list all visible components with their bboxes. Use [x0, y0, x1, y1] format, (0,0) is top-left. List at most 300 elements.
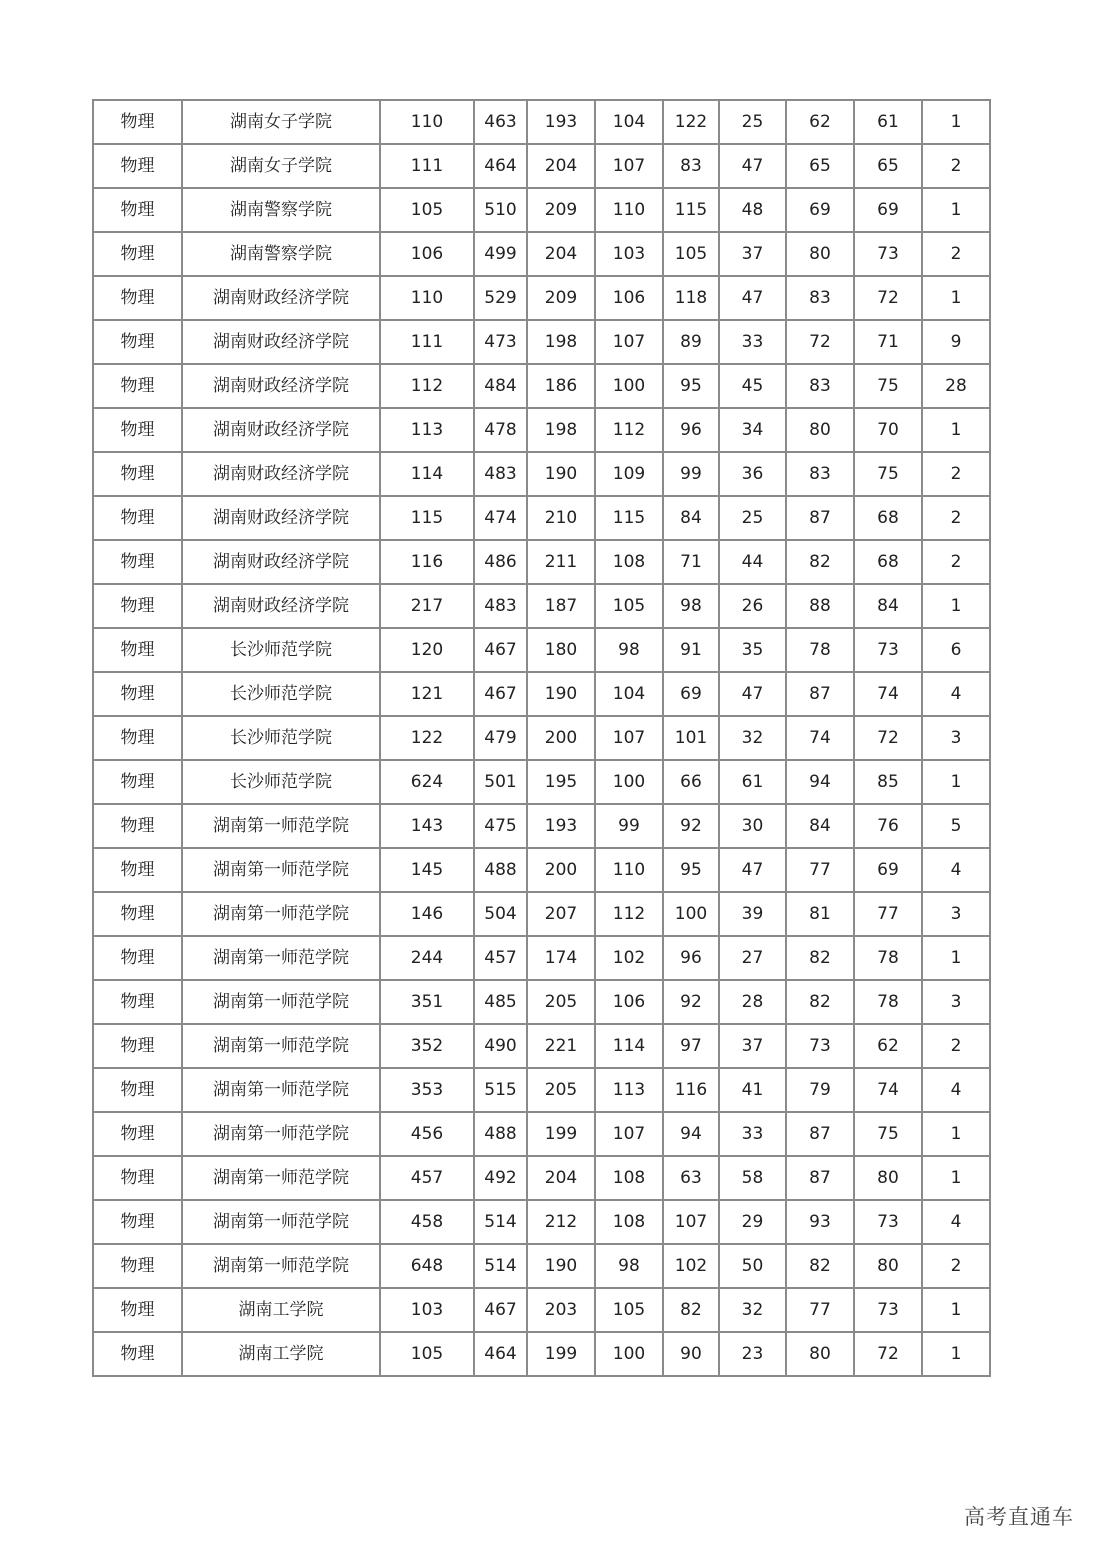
- code-cell: 146: [380, 892, 474, 936]
- school-name-cell: 湖南女子学院: [182, 144, 380, 188]
- value-cell: 34: [719, 408, 786, 452]
- table-row: [93, 628, 990, 672]
- count-cell: 3: [922, 892, 990, 936]
- score-cell: 478: [474, 408, 527, 452]
- value-cell: 66: [663, 760, 719, 804]
- value-cell: 122: [663, 100, 719, 144]
- value-cell: 90: [663, 1332, 719, 1376]
- code-cell: 352: [380, 1024, 474, 1068]
- value-cell: 62: [854, 1024, 922, 1068]
- code-cell: 456: [380, 1112, 474, 1156]
- value-cell: 28: [719, 980, 786, 1024]
- value-cell: 193: [527, 100, 595, 144]
- value-cell: 105: [663, 232, 719, 276]
- value-cell: 87: [786, 1112, 854, 1156]
- count-cell: 6: [922, 628, 990, 672]
- value-cell: 199: [527, 1332, 595, 1376]
- value-cell: 69: [786, 188, 854, 232]
- count-cell: 2: [922, 452, 990, 496]
- subject-cell: 物理: [93, 1068, 182, 1112]
- value-cell: 80: [854, 1244, 922, 1288]
- score-table: [92, 99, 991, 1377]
- value-cell: 95: [663, 848, 719, 892]
- code-cell: 122: [380, 716, 474, 760]
- table-row: [93, 848, 990, 892]
- school-name-cell: 湖南警察学院: [182, 188, 380, 232]
- value-cell: 91: [663, 628, 719, 672]
- value-cell: 83: [663, 144, 719, 188]
- value-cell: 73: [786, 1024, 854, 1068]
- subject-cell: 物理: [93, 496, 182, 540]
- value-cell: 115: [663, 188, 719, 232]
- count-cell: 3: [922, 716, 990, 760]
- count-cell: 2: [922, 1024, 990, 1068]
- value-cell: 48: [719, 188, 786, 232]
- value-cell: 114: [595, 1024, 663, 1068]
- subject-cell: 物理: [93, 276, 182, 320]
- code-cell: 110: [380, 276, 474, 320]
- score-cell: 474: [474, 496, 527, 540]
- value-cell: 78: [854, 980, 922, 1024]
- school-name-cell: 长沙师范学院: [182, 672, 380, 716]
- table-row: [93, 1332, 990, 1376]
- code-cell: 145: [380, 848, 474, 892]
- code-cell: 112: [380, 364, 474, 408]
- table-row: [93, 1068, 990, 1112]
- table-row: [93, 452, 990, 496]
- value-cell: 74: [786, 716, 854, 760]
- value-cell: 23: [719, 1332, 786, 1376]
- count-cell: 1: [922, 188, 990, 232]
- count-cell: 1: [922, 1156, 990, 1200]
- school-name-cell: 湖南财政经济学院: [182, 364, 380, 408]
- value-cell: 204: [527, 1156, 595, 1200]
- value-cell: 210: [527, 496, 595, 540]
- value-cell: 82: [663, 1288, 719, 1332]
- school-name-cell: 湖南财政经济学院: [182, 496, 380, 540]
- code-cell: 121: [380, 672, 474, 716]
- value-cell: 87: [786, 496, 854, 540]
- score-cell: 510: [474, 188, 527, 232]
- count-cell: 9: [922, 320, 990, 364]
- value-cell: 76: [854, 804, 922, 848]
- code-cell: 648: [380, 1244, 474, 1288]
- value-cell: 104: [595, 672, 663, 716]
- value-cell: 190: [527, 452, 595, 496]
- value-cell: 84: [663, 496, 719, 540]
- value-cell: 180: [527, 628, 595, 672]
- subject-cell: 物理: [93, 364, 182, 408]
- value-cell: 29: [719, 1200, 786, 1244]
- value-cell: 95: [663, 364, 719, 408]
- value-cell: 112: [595, 408, 663, 452]
- value-cell: 113: [595, 1068, 663, 1112]
- subject-cell: 物理: [93, 452, 182, 496]
- value-cell: 35: [719, 628, 786, 672]
- value-cell: 200: [527, 848, 595, 892]
- count-cell: 5: [922, 804, 990, 848]
- table-row: [93, 672, 990, 716]
- value-cell: 25: [719, 100, 786, 144]
- school-name-cell: 长沙师范学院: [182, 716, 380, 760]
- table-row: [93, 364, 990, 408]
- count-cell: 1: [922, 1332, 990, 1376]
- value-cell: 62: [786, 100, 854, 144]
- value-cell: 221: [527, 1024, 595, 1068]
- code-cell: 458: [380, 1200, 474, 1244]
- table-row: [93, 1024, 990, 1068]
- subject-cell: 物理: [93, 628, 182, 672]
- subject-cell: 物理: [93, 892, 182, 936]
- code-cell: 105: [380, 188, 474, 232]
- value-cell: 68: [854, 540, 922, 584]
- subject-cell: 物理: [93, 100, 182, 144]
- value-cell: 103: [595, 232, 663, 276]
- value-cell: 81: [786, 892, 854, 936]
- value-cell: 73: [854, 1200, 922, 1244]
- value-cell: 195: [527, 760, 595, 804]
- value-cell: 80: [854, 1156, 922, 1200]
- value-cell: 83: [786, 364, 854, 408]
- count-cell: 1: [922, 1112, 990, 1156]
- value-cell: 33: [719, 320, 786, 364]
- value-cell: 107: [595, 320, 663, 364]
- value-cell: 198: [527, 408, 595, 452]
- subject-cell: 物理: [93, 320, 182, 364]
- school-name-cell: 湖南第一师范学院: [182, 936, 380, 980]
- subject-cell: 物理: [93, 1288, 182, 1332]
- count-cell: 1: [922, 760, 990, 804]
- value-cell: 37: [719, 232, 786, 276]
- value-cell: 205: [527, 980, 595, 1024]
- count-cell: 28: [922, 364, 990, 408]
- code-cell: 113: [380, 408, 474, 452]
- table-row: [93, 1288, 990, 1332]
- count-cell: 4: [922, 848, 990, 892]
- value-cell: 74: [854, 1068, 922, 1112]
- subject-cell: 物理: [93, 1112, 182, 1156]
- value-cell: 187: [527, 584, 595, 628]
- value-cell: 50: [719, 1244, 786, 1288]
- school-name-cell: 湖南第一师范学院: [182, 892, 380, 936]
- value-cell: 78: [786, 628, 854, 672]
- value-cell: 83: [786, 452, 854, 496]
- value-cell: 80: [786, 408, 854, 452]
- value-cell: 108: [595, 1200, 663, 1244]
- score-cell: 483: [474, 452, 527, 496]
- code-cell: 217: [380, 584, 474, 628]
- value-cell: 92: [663, 804, 719, 848]
- value-cell: 72: [786, 320, 854, 364]
- score-cell: 504: [474, 892, 527, 936]
- subject-cell: 物理: [93, 1244, 182, 1288]
- value-cell: 200: [527, 716, 595, 760]
- code-cell: 115: [380, 496, 474, 540]
- value-cell: 73: [854, 1288, 922, 1332]
- subject-cell: 物理: [93, 936, 182, 980]
- value-cell: 99: [663, 452, 719, 496]
- value-cell: 116: [663, 1068, 719, 1112]
- code-cell: 351: [380, 980, 474, 1024]
- value-cell: 84: [854, 584, 922, 628]
- school-name-cell: 湖南第一师范学院: [182, 1244, 380, 1288]
- subject-cell: 物理: [93, 144, 182, 188]
- value-cell: 79: [786, 1068, 854, 1112]
- value-cell: 204: [527, 232, 595, 276]
- value-cell: 70: [854, 408, 922, 452]
- value-cell: 80: [786, 232, 854, 276]
- value-cell: 63: [663, 1156, 719, 1200]
- score-cell: 475: [474, 804, 527, 848]
- table-row: [93, 496, 990, 540]
- score-cell: 501: [474, 760, 527, 804]
- count-cell: 2: [922, 144, 990, 188]
- code-cell: 143: [380, 804, 474, 848]
- school-name-cell: 湖南工学院: [182, 1288, 380, 1332]
- value-cell: 93: [786, 1200, 854, 1244]
- subject-cell: 物理: [93, 1332, 182, 1376]
- value-cell: 101: [663, 716, 719, 760]
- school-name-cell: 湖南第一师范学院: [182, 1200, 380, 1244]
- table-row: [93, 584, 990, 628]
- value-cell: 69: [854, 188, 922, 232]
- count-cell: 2: [922, 496, 990, 540]
- value-cell: 77: [786, 1288, 854, 1332]
- score-cell: 484: [474, 364, 527, 408]
- score-cell: 464: [474, 144, 527, 188]
- code-cell: 111: [380, 144, 474, 188]
- count-cell: 2: [922, 1244, 990, 1288]
- table-row: [93, 980, 990, 1024]
- score-cell: 514: [474, 1244, 527, 1288]
- score-cell: 486: [474, 540, 527, 584]
- table-row: [93, 320, 990, 364]
- value-cell: 45: [719, 364, 786, 408]
- school-name-cell: 湖南第一师范学院: [182, 1068, 380, 1112]
- score-cell: 485: [474, 980, 527, 1024]
- score-cell: 490: [474, 1024, 527, 1068]
- code-cell: 457: [380, 1156, 474, 1200]
- code-cell: 110: [380, 100, 474, 144]
- value-cell: 105: [595, 584, 663, 628]
- value-cell: 36: [719, 452, 786, 496]
- score-cell: 479: [474, 716, 527, 760]
- value-cell: 77: [854, 892, 922, 936]
- value-cell: 100: [595, 760, 663, 804]
- value-cell: 25: [719, 496, 786, 540]
- value-cell: 68: [854, 496, 922, 540]
- value-cell: 71: [854, 320, 922, 364]
- table-row: [93, 716, 990, 760]
- value-cell: 105: [595, 1288, 663, 1332]
- value-cell: 104: [595, 100, 663, 144]
- value-cell: 204: [527, 144, 595, 188]
- value-cell: 74: [854, 672, 922, 716]
- count-cell: 4: [922, 672, 990, 716]
- value-cell: 88: [786, 584, 854, 628]
- table-row: [93, 408, 990, 452]
- value-cell: 209: [527, 276, 595, 320]
- watermark-text: 高考直通车: [964, 1505, 1074, 1529]
- table-row: [93, 1156, 990, 1200]
- value-cell: 87: [786, 1156, 854, 1200]
- value-cell: 82: [786, 1244, 854, 1288]
- school-name-cell: 湖南第一师范学院: [182, 1112, 380, 1156]
- value-cell: 61: [854, 100, 922, 144]
- count-cell: 2: [922, 232, 990, 276]
- value-cell: 107: [595, 1112, 663, 1156]
- value-cell: 47: [719, 144, 786, 188]
- school-name-cell: 湖南财政经济学院: [182, 584, 380, 628]
- value-cell: 211: [527, 540, 595, 584]
- code-cell: 111: [380, 320, 474, 364]
- value-cell: 94: [663, 1112, 719, 1156]
- value-cell: 26: [719, 584, 786, 628]
- value-cell: 100: [595, 364, 663, 408]
- value-cell: 44: [719, 540, 786, 584]
- score-cell: 467: [474, 672, 527, 716]
- subject-cell: 物理: [93, 540, 182, 584]
- value-cell: 32: [719, 1288, 786, 1332]
- value-cell: 115: [595, 496, 663, 540]
- score-cell: 463: [474, 100, 527, 144]
- count-cell: 2: [922, 540, 990, 584]
- school-name-cell: 长沙师范学院: [182, 760, 380, 804]
- value-cell: 71: [663, 540, 719, 584]
- value-cell: 100: [595, 1332, 663, 1376]
- value-cell: 75: [854, 1112, 922, 1156]
- value-cell: 118: [663, 276, 719, 320]
- value-cell: 174: [527, 936, 595, 980]
- count-cell: 1: [922, 1288, 990, 1332]
- value-cell: 108: [595, 1156, 663, 1200]
- code-cell: 244: [380, 936, 474, 980]
- score-cell: 499: [474, 232, 527, 276]
- value-cell: 107: [595, 144, 663, 188]
- subject-cell: 物理: [93, 1156, 182, 1200]
- school-name-cell: 湖南第一师范学院: [182, 980, 380, 1024]
- table-row: [93, 1112, 990, 1156]
- score-cell: 514: [474, 1200, 527, 1244]
- count-cell: 1: [922, 276, 990, 320]
- table-row: [93, 540, 990, 584]
- value-cell: 58: [719, 1156, 786, 1200]
- value-cell: 102: [595, 936, 663, 980]
- value-cell: 102: [663, 1244, 719, 1288]
- code-cell: 106: [380, 232, 474, 276]
- score-cell: 473: [474, 320, 527, 364]
- school-name-cell: 湖南第一师范学院: [182, 1156, 380, 1200]
- value-cell: 65: [786, 144, 854, 188]
- school-name-cell: 湖南财政经济学院: [182, 276, 380, 320]
- score-cell: 467: [474, 628, 527, 672]
- school-name-cell: 湖南第一师范学院: [182, 848, 380, 892]
- value-cell: 98: [663, 584, 719, 628]
- school-name-cell: 湖南第一师范学院: [182, 804, 380, 848]
- code-cell: 103: [380, 1288, 474, 1332]
- value-cell: 87: [786, 672, 854, 716]
- value-cell: 97: [663, 1024, 719, 1068]
- table-row: [93, 1244, 990, 1288]
- subject-cell: 物理: [93, 584, 182, 628]
- value-cell: 203: [527, 1288, 595, 1332]
- value-cell: 77: [786, 848, 854, 892]
- value-cell: 82: [786, 540, 854, 584]
- value-cell: 205: [527, 1068, 595, 1112]
- value-cell: 78: [854, 936, 922, 980]
- value-cell: 33: [719, 1112, 786, 1156]
- value-cell: 89: [663, 320, 719, 364]
- count-cell: 1: [922, 936, 990, 980]
- code-cell: 353: [380, 1068, 474, 1112]
- school-name-cell: 湖南女子学院: [182, 100, 380, 144]
- value-cell: 212: [527, 1200, 595, 1244]
- value-cell: 72: [854, 276, 922, 320]
- subject-cell: 物理: [93, 848, 182, 892]
- value-cell: 98: [595, 628, 663, 672]
- value-cell: 98: [595, 1244, 663, 1288]
- score-cell: 464: [474, 1332, 527, 1376]
- code-cell: 120: [380, 628, 474, 672]
- value-cell: 193: [527, 804, 595, 848]
- subject-cell: 物理: [93, 716, 182, 760]
- score-cell: 483: [474, 584, 527, 628]
- value-cell: 75: [854, 452, 922, 496]
- school-name-cell: 湖南财政经济学院: [182, 408, 380, 452]
- value-cell: 82: [786, 936, 854, 980]
- value-cell: 47: [719, 672, 786, 716]
- school-name-cell: 湖南警察学院: [182, 232, 380, 276]
- count-cell: 4: [922, 1200, 990, 1244]
- table-row: [93, 892, 990, 936]
- value-cell: 106: [595, 980, 663, 1024]
- value-cell: 73: [854, 232, 922, 276]
- value-cell: 83: [786, 276, 854, 320]
- value-cell: 72: [854, 1332, 922, 1376]
- table-body: [93, 100, 990, 1376]
- value-cell: 73: [854, 628, 922, 672]
- table-row: [93, 1200, 990, 1244]
- table-row: [93, 100, 990, 144]
- subject-cell: 物理: [93, 804, 182, 848]
- value-cell: 92: [663, 980, 719, 1024]
- school-name-cell: 湖南财政经济学院: [182, 320, 380, 364]
- table-row: [93, 276, 990, 320]
- value-cell: 96: [663, 936, 719, 980]
- subject-cell: 物理: [93, 1200, 182, 1244]
- score-cell: 488: [474, 848, 527, 892]
- value-cell: 80: [786, 1332, 854, 1376]
- school-name-cell: 湖南财政经济学院: [182, 540, 380, 584]
- school-name-cell: 湖南第一师范学院: [182, 1024, 380, 1068]
- table-row: [93, 232, 990, 276]
- subject-cell: 物理: [93, 1024, 182, 1068]
- subject-cell: 物理: [93, 232, 182, 276]
- value-cell: 61: [719, 760, 786, 804]
- count-cell: 3: [922, 980, 990, 1024]
- value-cell: 94: [786, 760, 854, 804]
- value-cell: 47: [719, 276, 786, 320]
- subject-cell: 物理: [93, 760, 182, 804]
- subject-cell: 物理: [93, 980, 182, 1024]
- value-cell: 100: [663, 892, 719, 936]
- value-cell: 199: [527, 1112, 595, 1156]
- count-cell: 1: [922, 584, 990, 628]
- count-cell: 1: [922, 100, 990, 144]
- value-cell: 110: [595, 848, 663, 892]
- value-cell: 84: [786, 804, 854, 848]
- code-cell: 624: [380, 760, 474, 804]
